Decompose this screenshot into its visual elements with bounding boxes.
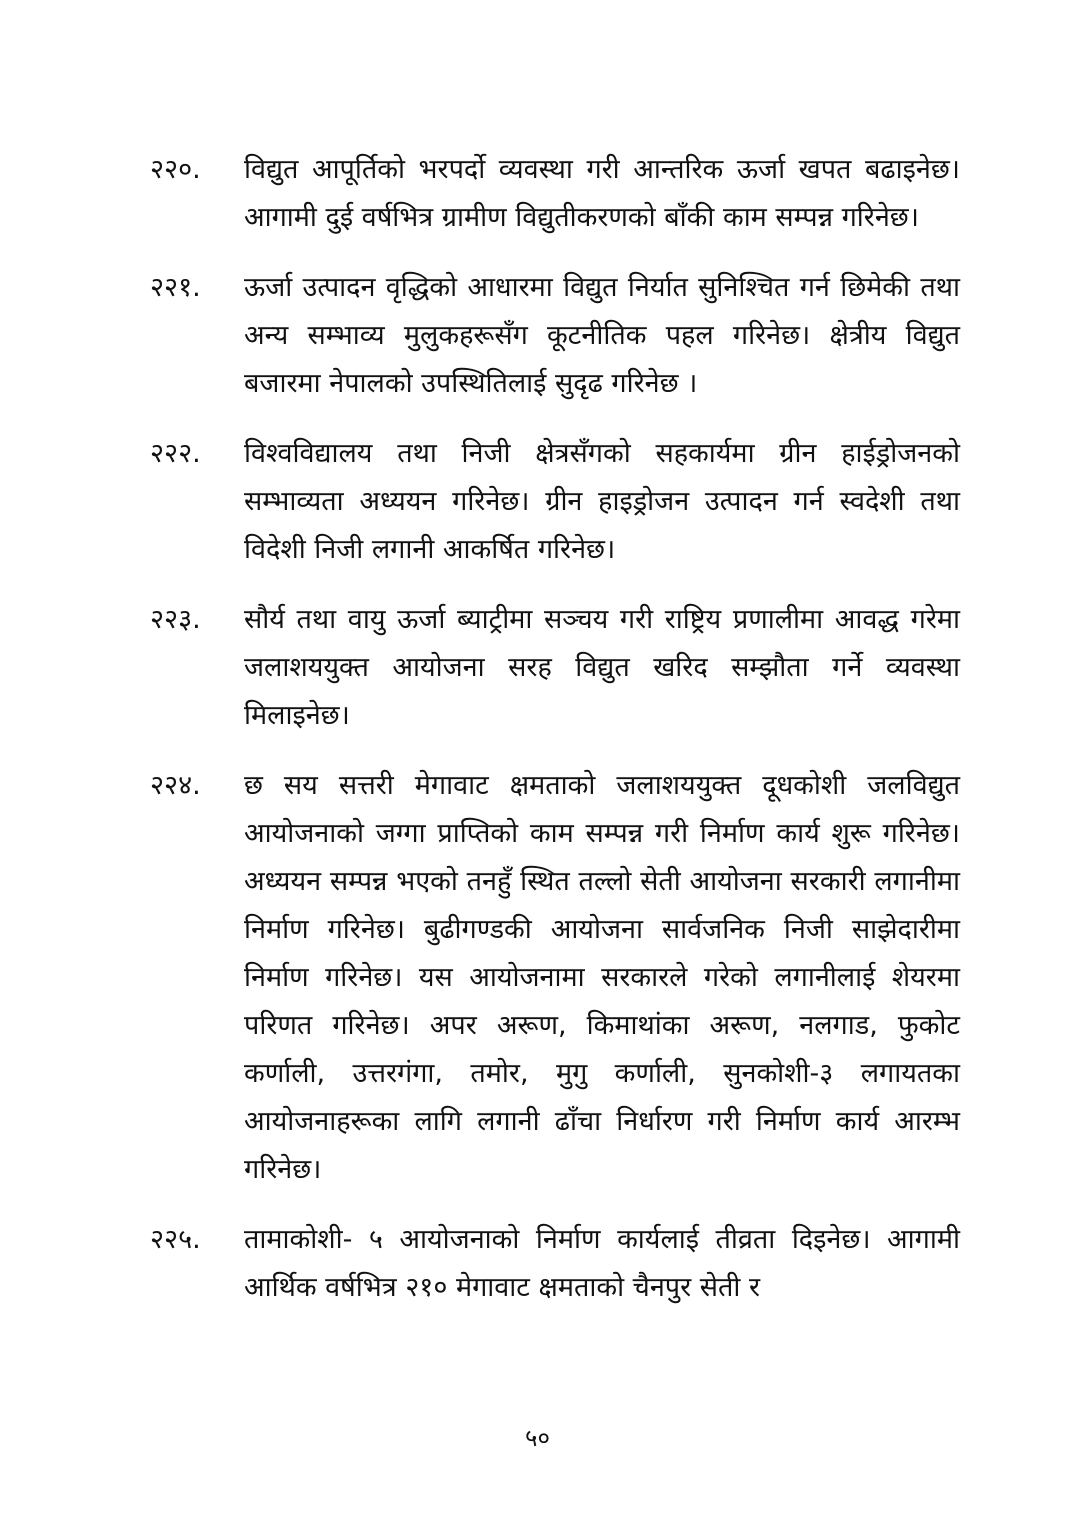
paragraph-224 — [150, 762, 960, 1194]
page-number: ५० — [525, 1424, 550, 1452]
paragraph-223 — [150, 596, 960, 740]
paragraph-number: २२०. — [150, 154, 201, 185]
paragraph-number: २२१. — [150, 272, 201, 303]
paragraph-text: विश्वविद्यालय तथा निजी क्षेत्रसँगको सहकार्यमा ग्रीन हाईड्रोजनको सम्भाव्यता अध्ययन गरिनेछ। ग्रीन हाइड्रोजन उत्पादन गर्न स्वदेशी तथा विदेशी निजी लगानी आकर्षित गरिनेछ। — [244, 438, 960, 565]
paragraph-number: २२५. — [150, 1224, 201, 1255]
paragraph-number: २२४. — [150, 770, 201, 801]
paragraph-number: २२३. — [150, 604, 201, 635]
paragraph-number: २२२. — [150, 438, 201, 469]
paragraph-text: ऊर्जा उत्पादन वृद्धिको आधारमा विद्युत निर्यात सुनिश्चित गर्न छिमेकी तथा अन्य सम्भाव्य मुलुकहरूसँग कूटनीतिक पहल गरिनेछ। क्षेत्रीय विद्युत बजारमा नेपालको उपस्थितिलाई सुदृढ गरिनेछ । — [244, 272, 960, 399]
body-content — [150, 146, 960, 1334]
paragraph-221 — [150, 264, 960, 408]
paragraph-222 — [150, 430, 960, 574]
paragraph-text: विद्युत आपूर्तिको भरपर्दो व्यवस्था गरी आन्तरिक ऊर्जा खपत बढाइनेछ। आगामी दुई वर्षभित्र ग्रामीण विद्युतीकरणको बाँकी काम सम्पन्न गरिनेछ। — [244, 154, 960, 233]
paragraph-text: सौर्य तथा वायु ऊर्जा ब्याट्रीमा सञ्चय गरी राष्ट्रिय प्रणालीमा आवद्ध गरेमा जलाशययुक्त आयोजना सरह विद्युत खरिद सम्झौता गर्ने व्यवस्था मिलाइनेछ। — [244, 604, 960, 731]
paragraph-225 — [150, 1216, 960, 1312]
paragraph-220 — [150, 146, 960, 242]
paragraph-text: तामाकोशी- ५ आयोजनाको निर्माण कार्यलाई तीव्रता दिइनेछ। आगामी आर्थिक वर्षभित्र २१० मेगावाट क्षमताको चैनपुर सेती र — [244, 1224, 960, 1303]
paragraph-text: छ सय सत्तरी मेगावाट क्षमताको जलाशययुक्त दूधकोशी जलविद्युत आयोजनाको जग्गा प्राप्तिको काम सम्पन्न गरी निर्माण कार्य शुरू गरिनेछ। अध्ययन सम्पन्न भएको तनहुँ स्थित तल्लो सेती आयोजना सरकारी लगानीमा निर्माण गरिनेछ। बुढीगण्डकी आयोजना सार्वजनिक निजी साझेदारीमा निर्माण गरिनेछ। यस आयोजनामा सरकारले गरेको लगानीलाई शेयरमा परिणत गरिनेछ। अपर अरूण, किमाथांका अरूण, नलगाड, फुकोट कर्णाली, उत्तरगंगा, तमोर, मुगु कर्णाली, सुनकोशी-३ लगायतका आयोजनाहरूका लागि लगानी ढाँचा निर्धारण गरी निर्माण कार्य आरम्भ गरिनेछ। — [244, 770, 960, 1185]
